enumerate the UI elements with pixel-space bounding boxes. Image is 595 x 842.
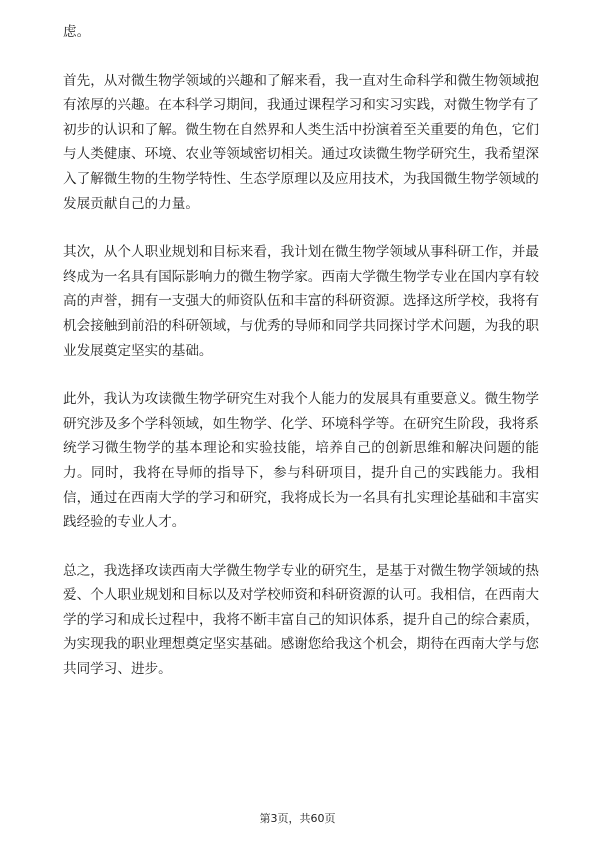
page-footer [0,812,595,826]
paragraph-interest: 首先，从对微生物学领域的兴趣和了解来看，我一直对生命科学和微生物领域抱有浓厚的兴趣。在本科学习期间，我通过课程学习和实习实践，对微生物学有了初步的认识和了解。微生物在自然界和人类生活中扮演着至关重要的角色，它们与人类健康、环境、农业等领域密切相关。通过攻读微生物学研究生，我希望深入了解微生物的生物学特性、生态学原理以及应用技术，为我国微生物学领域的发展贡献自己的力量。 [63,72,539,212]
page-number: 第3页，共60页 [259,812,336,825]
paragraph-conclusion: 总之，我选择攻读西南大学微生物学专业的研究生，是基于对微生物学领域的热爱、个人职业规划和目标以及对学校师资和科研资源的认可。我相信，在西南大学的学习和成长过程中，我将不断丰富自己的知识体系，提升自己的综合素质，为实现我的职业理想奠定坚实基础。感谢您给我这个机会，期待在西南大学与您共同学习、进步。 [63,562,539,678]
paragraph-continuation: 虑。 [63,24,91,40]
paragraph-career: 其次，从个人职业规划和目标来看，我计划在微生物学领域从事科研工作，并最终成为一名具有国际影响力的微生物学家。西南大学微生物学专业在国内享有较高的声誉，拥有一支强大的师资队伍和丰富的科研资源。选择这所学校，我将有机会接触到前沿的科研领域，与优秀的导师和同学共同探讨学术问题，为我的职业发展奠定坚实的基础。 [63,244,539,359]
paragraph-gap [63,45,539,69]
paragraph-gap [63,363,539,387]
document-body [63,20,539,682]
paragraph-ability: 此外，我认为攻读微生物学研究生对我个人能力的发展具有重要意义。微生物学研究涉及多个学科领域，如生物学、化学、环境科学等。在研究生阶段，我将系统学习微生物学的基本理论和实验技能，培养自己的创新思维和解决问题的能力。同时，我将在导师的指导下，参与科研项目，提升自己的实践能力。我相信，通过在西南大学的学习和研究，我将成长为一名具有扎实理论基础和丰富实践经验的专业人才。 [63,391,539,531]
paragraph-gap [63,535,539,559]
paragraph-gap [63,216,539,240]
